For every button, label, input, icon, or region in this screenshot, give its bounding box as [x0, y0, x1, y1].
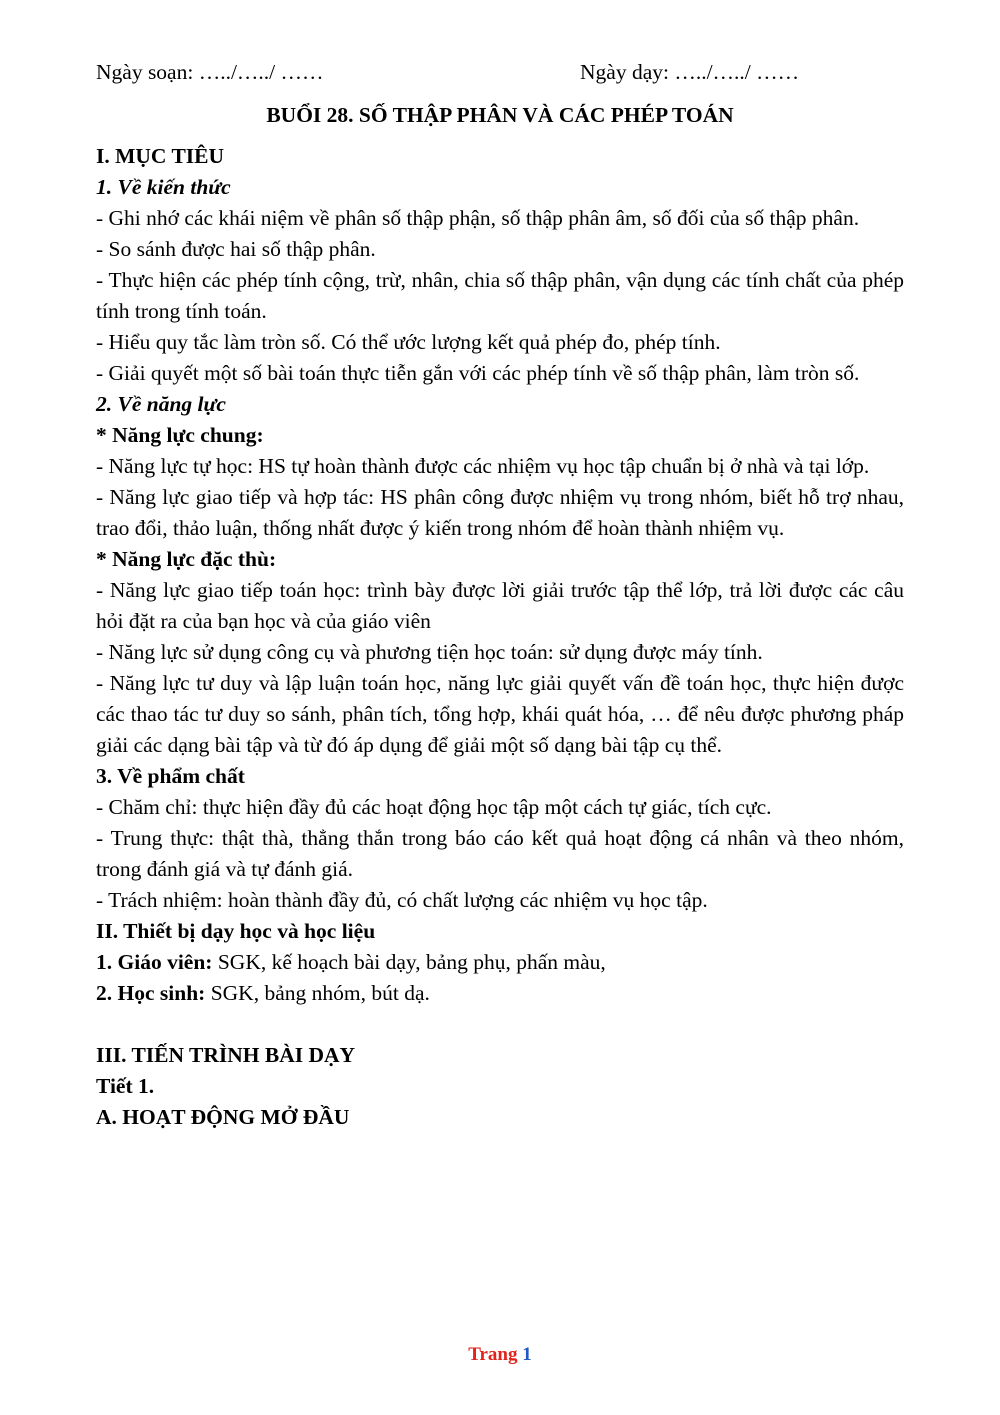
- hoc-sinh-label: 2. Học sinh:: [96, 981, 206, 1005]
- page-footer: [0, 1344, 1000, 1366]
- document-page: [96, 57, 904, 1133]
- page-number: 1: [522, 1344, 532, 1365]
- ngay-soan: Ngày soạn: …../…../ ……: [96, 60, 324, 84]
- sub-pham-chat-heading: 3. Về phẩm chất: [96, 764, 245, 788]
- sub-nang-luc-heading: 2. Về năng lực: [96, 392, 226, 416]
- kien-thuc-item: - Ghi nhớ các khái niệm về phân số thập phận, số thập phân âm, số đối của số thập phân.: [96, 206, 860, 230]
- date-line: [96, 57, 904, 88]
- section-thiet-bi-heading: II. Thiết bị dạy học và học liệu: [96, 919, 376, 943]
- giao-vien-text: SGK, kế hoạch bài dạy, bảng phụ, phấn màu,: [212, 950, 606, 974]
- nang-luc-chung-heading: * Năng lực chung:: [96, 423, 264, 447]
- page-label: Trang: [468, 1344, 518, 1365]
- nang-luc-chung-item: - Năng lực tự học: HS tự hoàn thành được các nhiệm vụ học tập chuẩn bị ở nhà và tại lớp.: [96, 454, 870, 478]
- spacer: [96, 1009, 904, 1040]
- pham-chat-item: - Chăm chỉ: thực hiện đầy đủ các hoạt động học tập một cách tự giác, tích cực.: [96, 795, 772, 819]
- pham-chat-item: - Trung thực: thật thà, thẳng thắn trong báo cáo kết quả hoạt động cá nhân và theo nhóm, trong đánh giá và tự đánh giá.: [96, 826, 904, 881]
- lesson-title: BUỔI 28. SỐ THẬP PHÂN VÀ CÁC PHÉP TOÁN: [266, 103, 734, 127]
- section-tien-trinh-heading: III. TIẾN TRÌNH BÀI DẠY: [96, 1043, 356, 1067]
- kien-thuc-item: - Thực hiện các phép tính cộng, trừ, nhân, chia số thập phân, vận dụng các tính chất của phép tính trong tính toán.: [96, 268, 904, 323]
- sub-kien-thuc-heading: 1. Về kiến thức: [96, 175, 231, 199]
- kien-thuc-item: - So sánh được hai số thập phân.: [96, 237, 376, 261]
- section-muc-tieu-heading: I. MỤC TIÊU: [96, 144, 225, 168]
- hoat-dong-mo-dau-heading: A. HOẠT ĐỘNG MỞ ĐẦU: [96, 1105, 350, 1129]
- kien-thuc-item: - Giải quyết một số bài toán thực tiễn gắn với các phép tính về số thập phân, làm tròn số.: [96, 361, 860, 385]
- nang-luc-dac-thu-item: - Năng lực giao tiếp toán học: trình bày được lời giải trước tập thể lớp, trả lời được các câu hỏi đặt ra của bạn học và của giáo viên: [96, 578, 904, 633]
- nang-luc-dac-thu-item: - Năng lực sử dụng công cụ và phương tiện học toán: sử dụng được máy tính.: [96, 640, 763, 664]
- hoc-sinh-text: SGK, bảng nhóm, bút dạ.: [205, 981, 430, 1005]
- ngay-day: Ngày dạy: …../…../ ……: [580, 60, 800, 84]
- kien-thuc-item: - Hiểu quy tắc làm tròn số. Có thể ước lượng kết quả phép đo, phép tính.: [96, 330, 721, 354]
- giao-vien-line: [96, 947, 904, 978]
- hoc-sinh-line: [96, 978, 904, 1009]
- giao-vien-label: 1. Giáo viên:: [96, 950, 213, 974]
- nang-luc-dac-thu-item: - Năng lực tư duy và lập luận toán học, năng lực giải quyết vấn đề toán học, thực hiện được các thao tác tư duy so sánh, phân tích, tổng hợp, khái quát hóa, … để nêu được phương pháp giải các dạng bài tập và từ đó áp dụng để giải một số dạng bài tập cụ thể.: [96, 671, 904, 757]
- nang-luc-chung-item: - Năng lực giao tiếp và hợp tác: HS phân công được nhiệm vụ trong nhóm, biết hỗ trợ nhau, trao đổi, thảo luận, thống nhất được ý kiến trong nhóm để hoàn thành nhiệm vụ.: [96, 485, 904, 540]
- pham-chat-item: - Trách nhiệm: hoàn thành đầy đủ, có chất lượng các nhiệm vụ học tập.: [96, 888, 708, 912]
- nang-luc-dac-thu-heading: * Năng lực đặc thù:: [96, 547, 277, 571]
- tiet-heading: Tiết 1.: [96, 1074, 155, 1098]
